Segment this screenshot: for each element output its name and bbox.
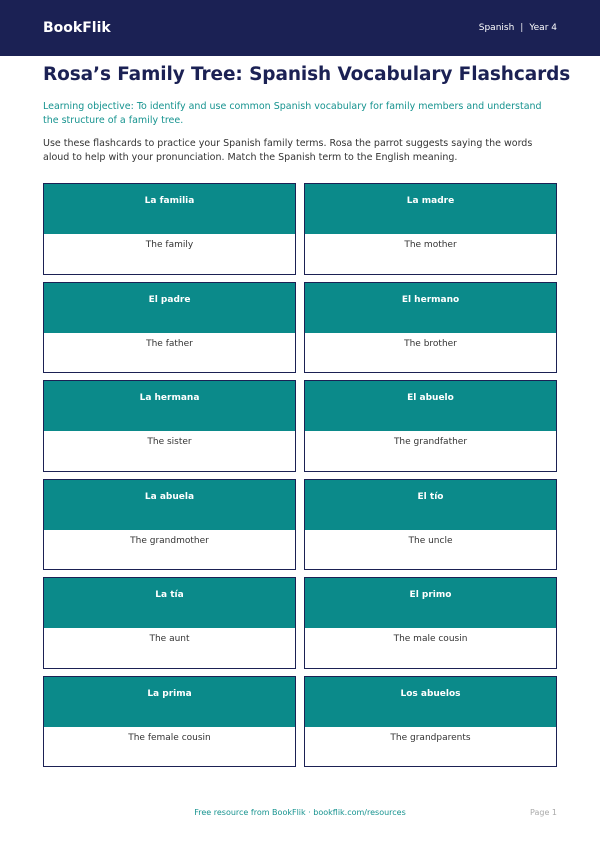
- flashcard[interactable]: [304, 183, 557, 275]
- flashcard-english: The grandfather: [393, 437, 468, 447]
- flashcard[interactable]: [43, 676, 296, 768]
- flashcard-spanish: El tío: [305, 480, 556, 530]
- learning-objective: Learning objective: To identify and use common Spanish vocabulary for family members and understand the structure of a family tree.: [43, 101, 542, 126]
- flashcard[interactable]: [43, 577, 296, 669]
- flashcard[interactable]: [43, 479, 296, 571]
- subject-label: Spanish: [478, 23, 515, 33]
- flashcard-spanish: La madre: [305, 184, 556, 234]
- flashcard-spanish: El hermano: [305, 283, 556, 333]
- flashcard[interactable]: [43, 380, 296, 472]
- flashcard[interactable]: [304, 479, 557, 571]
- flashcard[interactable]: [304, 676, 557, 768]
- flashcard[interactable]: [304, 282, 557, 374]
- flashcard-english: The family: [145, 240, 194, 250]
- flashcard-spanish: El padre: [44, 283, 295, 333]
- flashcard-spanish: La prima: [44, 677, 295, 727]
- flashcard-spanish: El abuelo: [305, 381, 556, 431]
- subject-meta: [479, 23, 557, 33]
- flashcard-spanish: La hermana: [44, 381, 295, 431]
- flashcard-spanish: El primo: [305, 578, 556, 628]
- intro-text: Use these flashcards to practice your Spanish family terms. Rosa the parrot suggests saying the words aloud to help with your pronunciation. Match the Spanish term to the English meaning.: [43, 138, 533, 163]
- flashcard[interactable]: [43, 282, 296, 374]
- flashcard-english: The female cousin: [128, 732, 211, 743]
- flashcard-grid: [43, 183, 557, 767]
- footer-link[interactable]: Free resource from BookFlik · bookflik.com/resources: [194, 808, 406, 817]
- flashcard-english: The brother: [404, 338, 457, 349]
- flashcard-english: The aunt: [149, 634, 190, 644]
- flashcard-spanish: La familia: [44, 184, 295, 234]
- flashcard-spanish: La tía: [44, 578, 295, 628]
- flashcard-spanish: Los abuelos: [305, 677, 556, 727]
- flashcard-english: The grandparents: [390, 732, 471, 743]
- page-header: [0, 0, 600, 56]
- flashcard-english: The father: [146, 338, 193, 349]
- page-title: Rosa’s Family Tree: Spanish Vocabulary Flashcards: [43, 64, 571, 85]
- page-number: Page 1: [530, 808, 557, 817]
- flashcard[interactable]: [304, 577, 557, 669]
- flashcard-english: The sister: [147, 437, 192, 447]
- flashcard-english: The mother: [404, 240, 457, 250]
- flashcard-spanish: La abuela: [44, 480, 295, 530]
- flashcard[interactable]: [304, 380, 557, 472]
- meta-separator: |: [520, 23, 524, 33]
- year-label: Year 4: [529, 23, 557, 33]
- brand-logo[interactable]: BookFlik: [43, 20, 111, 36]
- flashcard[interactable]: [43, 183, 296, 275]
- flashcard-english: The uncle: [408, 535, 453, 546]
- flashcard-english: The grandmother: [130, 535, 209, 546]
- flashcard-english: The male cousin: [393, 634, 468, 644]
